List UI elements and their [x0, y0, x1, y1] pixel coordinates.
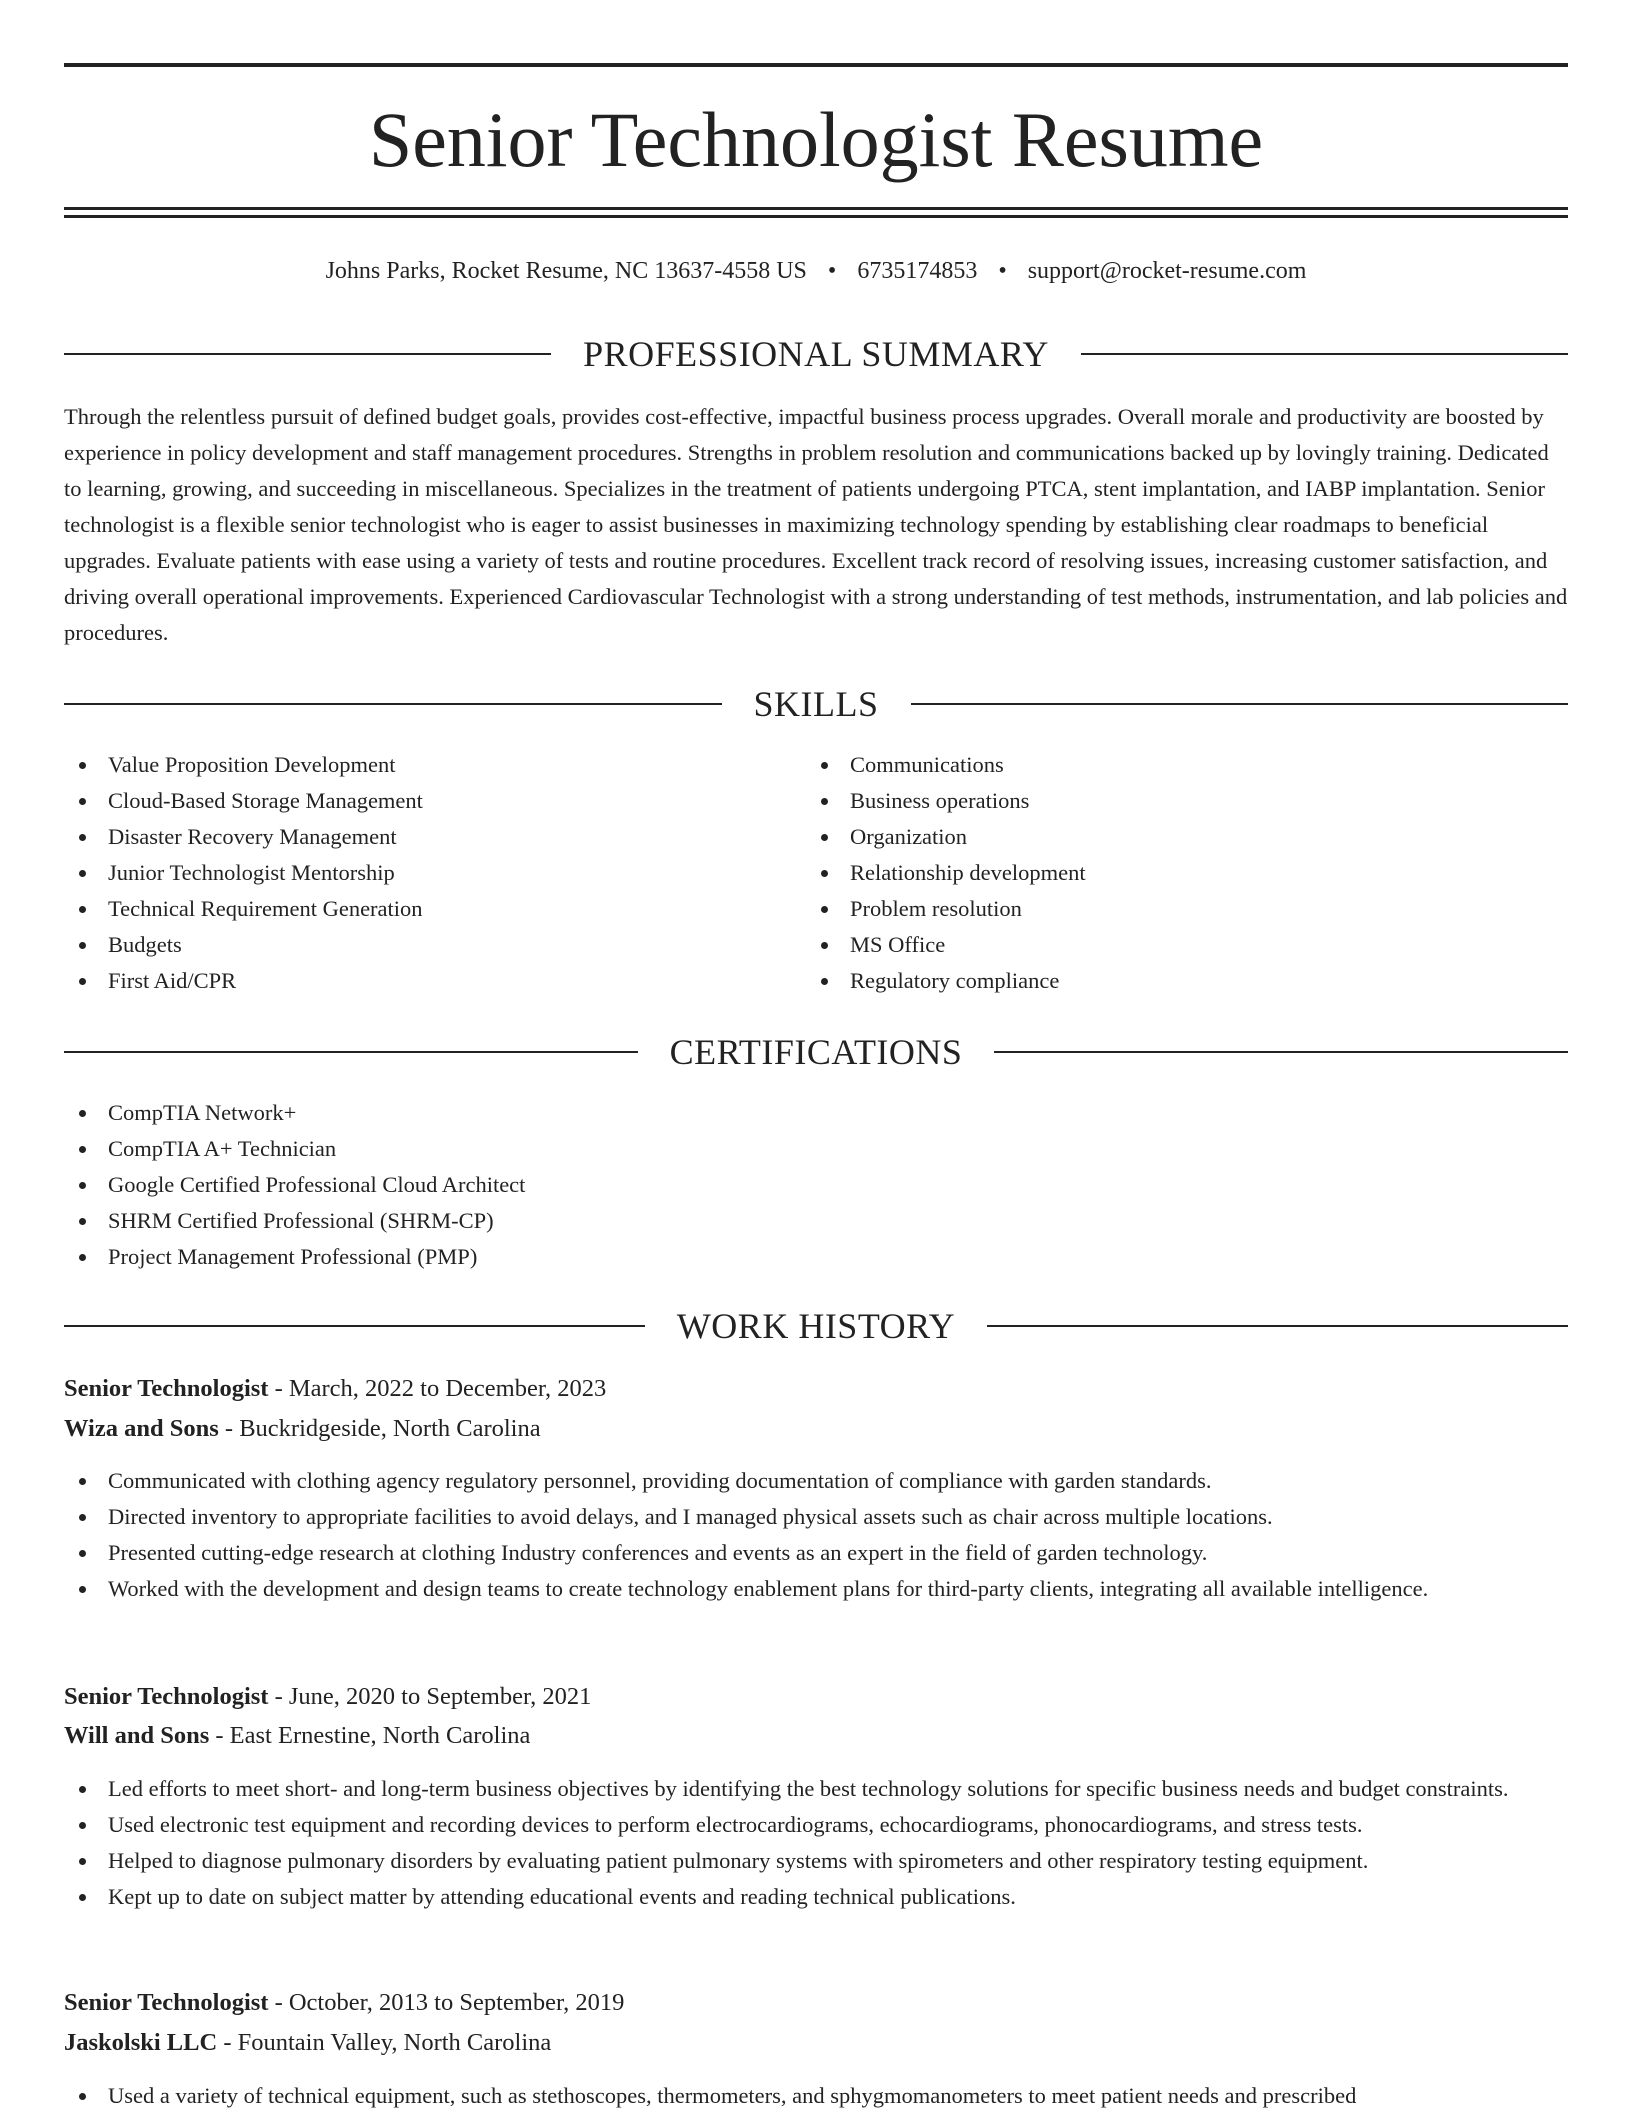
- summary-text: Through the relentless pursuit of defined budget goals, provides cost-effective, impactful business process upgrades. Overall morale and productivity are boosted by experience in policy development and staff management procedures. Strengths in problem resolution and communications backed up by lovingly training. Dedicated to learning, growing, and succeeding in miscellaneous. Specializes in the treatment of patients undergoing PTCA, stent implantation, and IABP implantation. Senior technologist is a flexible senior technologist who is eager to assist businesses in maximizing technology spending by establishing clear roadmaps to beneficial upgrades. Evaluate patients with ease using a variety of tests and routine procedures. Excellent track record of resolving issues, increasing customer satisfaction, and driving overall operational improvements. Experienced Cardiovascular Technologist with a strong understanding of test methods, instrumentation, and lab policies and procedures.: [64, 404, 1568, 645]
- skill-item: Business operations: [806, 783, 1506, 819]
- heading-rule: [64, 703, 722, 705]
- job-company: Wiza and Sons: [64, 1415, 219, 1442]
- job-company: Jaskolski LLC: [64, 2029, 218, 2056]
- skills-heading-label: SKILLS: [753, 684, 879, 724]
- skill-item: Communications: [806, 747, 1506, 783]
- job-title-line: [64, 1678, 1568, 1716]
- skill-item: Relationship development: [806, 855, 1506, 891]
- heading-rule: [64, 1051, 638, 1053]
- heading-rule: [64, 1325, 645, 1327]
- skill-item: Disaster Recovery Management: [64, 819, 764, 855]
- skills-list-right: [806, 747, 1506, 999]
- job-company: Will and Sons: [64, 1722, 210, 1749]
- job-title: Senior Technologist: [64, 1989, 269, 2016]
- skills-heading: [64, 684, 1568, 724]
- heading-rule: [911, 703, 1569, 705]
- job-title: Senior Technologist: [64, 1683, 269, 1710]
- work-history-heading: [64, 1306, 1568, 1346]
- skill-item: Cloud-Based Storage Management: [64, 783, 764, 819]
- heading-rule: [64, 353, 551, 355]
- job-title-line: [64, 1984, 1568, 2022]
- job-title: Senior Technologist: [64, 1375, 269, 1402]
- contact-email: support@rocket-resume.com: [1027, 258, 1307, 284]
- skill-item: Junior Technologist Mentorship: [64, 855, 764, 891]
- job-bullet: Presented cutting-edge research at clothing Industry conferences and events as an expert in the field of garden technology.: [64, 1535, 1568, 1571]
- skill-item: Value Proposition Development: [64, 747, 764, 783]
- certifications-heading-label: CERTIFICATIONS: [669, 1032, 963, 1072]
- job-location: - Buckridgeside, North Carolina: [218, 1415, 541, 1442]
- contact-line: [64, 253, 1568, 289]
- contact-address: Johns Parks, Rocket Resume, NC 13637-4558 US: [325, 258, 807, 284]
- job-bullet: Worked with the development and design teams to create technology enablement plans for third-party clients, integrating all available intelligence.: [64, 1571, 1568, 1607]
- job-bullet: Used electronic test equipment and recording devices to perform electrocardiograms, echocardiograms, phonocardiograms, and stress tests.: [64, 1807, 1568, 1843]
- certification-item: Google Certified Professional Cloud Architect: [64, 1167, 1568, 1203]
- job-bullet: Helped to diagnose pulmonary disorders by evaluating patient pulmonary systems with spirometers and other respiratory testing equipment.: [64, 1843, 1568, 1879]
- skill-item: Technical Requirement Generation: [64, 891, 764, 927]
- top-rule: [64, 63, 1568, 67]
- certification-item: CompTIA A+ Technician: [64, 1131, 1568, 1167]
- contact-separator: •: [998, 258, 1007, 284]
- job-bullets: [64, 1463, 1568, 1607]
- skill-item: MS Office: [806, 927, 1506, 963]
- certifications-list: [64, 1095, 1568, 1275]
- heading-rule: [1081, 353, 1568, 355]
- job-company-line: [64, 1410, 1568, 1448]
- job-location: - Fountain Valley, North Carolina: [217, 2029, 552, 2056]
- skill-item: Problem resolution: [806, 891, 1506, 927]
- job-bullet: Used a variety of technical equipment, such as stethoscopes, thermometers, and sphygmomanometers to meet patient needs and prescribed: [64, 2078, 1568, 2114]
- job-dates: - June, 2020 to September, 2021: [268, 1683, 592, 1710]
- job-bullet: Led efforts to meet short- and long-term business objectives by identifying the best technology solutions for specific business needs and budget constraints.: [64, 1771, 1568, 1807]
- job-title-line: [64, 1370, 1568, 1408]
- certification-item: SHRM Certified Professional (SHRM-CP): [64, 1203, 1568, 1239]
- heading-rule: [994, 1051, 1568, 1053]
- summary-heading-label: PROFESSIONAL SUMMARY: [583, 334, 1049, 374]
- job-bullets: [64, 1771, 1568, 1915]
- skill-item: Regulatory compliance: [806, 963, 1506, 999]
- job-dates: - October, 2013 to September, 2019: [268, 1989, 625, 2016]
- heading-rule: [987, 1325, 1568, 1327]
- contact-separator: •: [827, 258, 837, 284]
- certification-item: CompTIA Network+: [64, 1095, 1568, 1131]
- job-company-line: [64, 1717, 1568, 1755]
- job-bullet: Communicated with clothing agency regulatory personnel, providing documentation of compliance with garden standards.: [64, 1463, 1568, 1499]
- summary-heading: [64, 334, 1568, 374]
- skill-item: Organization: [806, 819, 1506, 855]
- job-bullets: [64, 2078, 1568, 2114]
- title-rule-upper: [64, 207, 1568, 210]
- job-dates: - March, 2022 to December, 2023: [268, 1375, 607, 1402]
- skills-list-left: [64, 747, 764, 999]
- skill-item: First Aid/CPR: [64, 963, 764, 999]
- certification-item: Project Management Professional (PMP): [64, 1239, 1568, 1275]
- job-bullet: Kept up to date on subject matter by attending educational events and reading technical publications.: [64, 1879, 1568, 1915]
- skill-item: Budgets: [64, 927, 764, 963]
- job-bullet: Directed inventory to appropriate facilities to avoid delays, and I managed physical assets such as chair across multiple locations.: [64, 1499, 1568, 1535]
- work-history-heading-label: WORK HISTORY: [676, 1306, 956, 1346]
- contact-phone: 6735174853: [857, 258, 978, 284]
- title-rule-lower: [64, 215, 1568, 218]
- job-company-line: [64, 2024, 1568, 2062]
- certifications-heading: [64, 1032, 1568, 1072]
- job-location: - East Ernestine, North Carolina: [209, 1722, 531, 1749]
- resume-title: Senior Technologist Resume: [368, 96, 1264, 183]
